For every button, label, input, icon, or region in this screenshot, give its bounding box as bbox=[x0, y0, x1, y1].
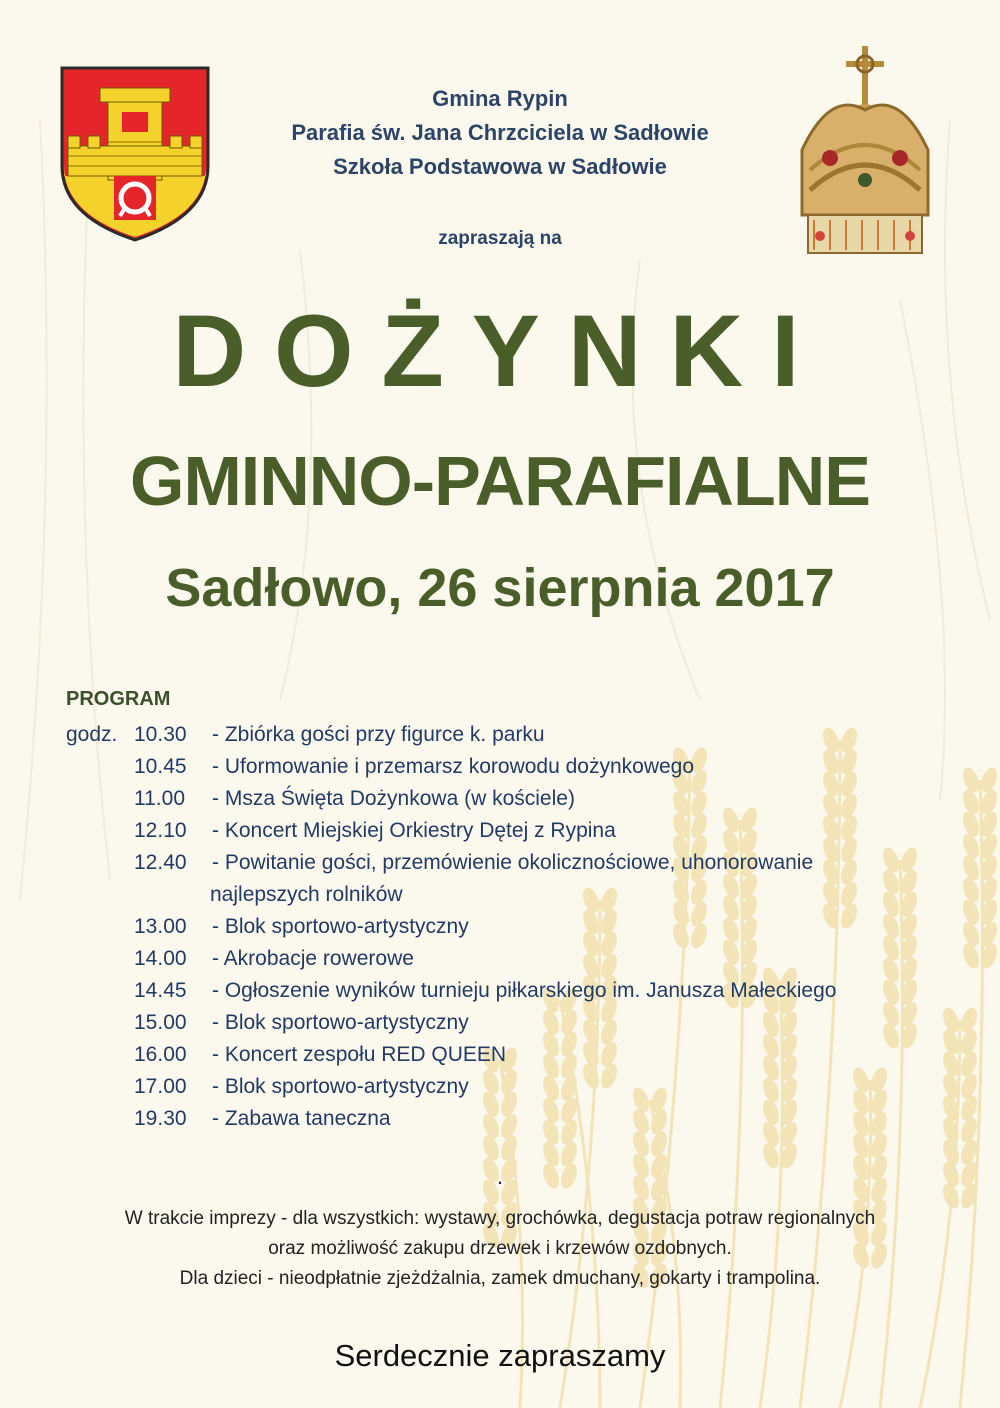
schedule-text: - Blok sportowo-artystyczny bbox=[212, 1011, 469, 1034]
schedule-text-continuation: najlepszych rolników bbox=[210, 883, 403, 906]
wheat-grain bbox=[480, 1067, 502, 1096]
schedule-row bbox=[66, 1039, 506, 1071]
wheat-grain bbox=[760, 1097, 782, 1126]
wheat-grain bbox=[580, 1039, 602, 1068]
wheat-grain bbox=[688, 921, 710, 950]
schedule-time: 13.00 bbox=[134, 915, 187, 938]
wheat-grain bbox=[480, 1133, 502, 1162]
schedule-row bbox=[66, 719, 545, 751]
subtitle: GMINNO-PARAFIALNE bbox=[130, 442, 870, 520]
schedule-row bbox=[66, 847, 813, 911]
wheat-grain bbox=[960, 765, 982, 794]
hour-prefix: godz. bbox=[66, 723, 118, 746]
schedule-time: 10.30 bbox=[134, 723, 187, 746]
wheat-grain bbox=[960, 831, 982, 860]
wheat-grain bbox=[960, 875, 982, 904]
schedule-text: - Akrobacje rowerowe bbox=[212, 947, 414, 970]
schedule-time: 12.40 bbox=[134, 851, 187, 874]
schedule-row bbox=[66, 943, 414, 975]
wheat-grain bbox=[498, 1133, 520, 1162]
wheat-grain bbox=[720, 915, 742, 944]
main-title: DOŻYNKI bbox=[172, 294, 828, 408]
closing-text: Serdecznie zapraszamy bbox=[334, 1338, 666, 1373]
wheat-grain bbox=[838, 901, 860, 930]
wheat-grain bbox=[880, 999, 902, 1028]
wheat-grain bbox=[838, 813, 860, 842]
wheat-grain bbox=[838, 835, 860, 864]
wheat-grain bbox=[880, 845, 902, 874]
wheat-grain bbox=[580, 1061, 602, 1090]
schedule-row bbox=[66, 1007, 469, 1039]
wheat-grain bbox=[480, 1111, 502, 1140]
wheat-grain bbox=[540, 1029, 562, 1058]
wheat-grain bbox=[540, 1073, 562, 1102]
separator-dot: . bbox=[496, 1164, 504, 1189]
organizers bbox=[0, 82, 1000, 184]
schedule-time: 12.10 bbox=[134, 819, 187, 842]
wheat-grain bbox=[598, 1061, 620, 1090]
wheat-grain bbox=[760, 1119, 782, 1148]
info-line: Dla dzieci - nieodpłatnie zjeżdżalnia, zamek dmuchany, gokarty i trampolina. bbox=[179, 1268, 821, 1289]
schedule-time: 11.00 bbox=[134, 787, 185, 810]
wheat-grain bbox=[480, 1089, 502, 1118]
schedule-time: 15.00 bbox=[134, 1011, 187, 1034]
wheat-grain bbox=[688, 789, 710, 818]
wheat-grain bbox=[880, 911, 902, 940]
wheat-grain bbox=[960, 809, 982, 838]
wheat-grain bbox=[958, 1049, 980, 1078]
wheat-grain bbox=[498, 1089, 520, 1118]
schedule-text: - Uformowanie i przemarsz korowodu dożynkowego bbox=[212, 755, 695, 778]
wheat-grain bbox=[880, 977, 902, 1006]
organizer-line: Parafia św. Jana Chrzciciela w Sadłowie bbox=[291, 120, 709, 145]
additional-info bbox=[0, 1204, 1000, 1294]
wheat-grain bbox=[558, 1051, 580, 1080]
wheat-grain bbox=[760, 1031, 782, 1060]
wheat-grain bbox=[498, 1111, 520, 1140]
schedule-time: 10.45 bbox=[134, 755, 187, 778]
wheat-grain bbox=[670, 921, 692, 950]
wheat-grain bbox=[540, 1007, 562, 1036]
wheat-grain bbox=[960, 787, 982, 816]
schedule-time: 14.45 bbox=[134, 979, 187, 1002]
schedule-time: 14.00 bbox=[134, 947, 187, 970]
wheat-grain bbox=[630, 1129, 652, 1158]
schedule-text: - Ogłoszenie wyników turnieju piłkarskiego im. Janusza Małeckiego bbox=[212, 979, 837, 1002]
wheat-grain bbox=[598, 1017, 620, 1046]
wheat-grain bbox=[720, 805, 742, 834]
wheat-grain bbox=[850, 1065, 872, 1094]
schedule-text: - Powitanie gości, przemówienie okolicznościowe, uhonorowanie bbox=[212, 851, 814, 874]
info-line: oraz możliwość zakupu drzewek i krzewów ozdobnych. bbox=[268, 1238, 732, 1259]
wheat-grain bbox=[958, 1093, 980, 1122]
wheat-grain bbox=[760, 1075, 782, 1104]
wheat-grain bbox=[558, 1117, 580, 1146]
schedule-text: - Blok sportowo-artystyczny bbox=[212, 1075, 469, 1098]
schedule-text: - Blok sportowo-artystyczny bbox=[212, 915, 469, 938]
wheat-grain bbox=[630, 1107, 652, 1136]
schedule-row bbox=[66, 815, 616, 847]
wheat-grain bbox=[630, 1085, 652, 1114]
wheat-grain bbox=[880, 867, 902, 896]
wheat-grain bbox=[850, 1087, 872, 1116]
schedule-time: 16.00 bbox=[134, 1043, 187, 1066]
info-line: W trakcie imprezy - dla wszystkich: wystawy, grochówka, degustacja potraw regionalnych bbox=[124, 1208, 876, 1229]
wheat-grain bbox=[540, 1051, 562, 1080]
wheat-grain bbox=[648, 1129, 670, 1158]
schedule-text: - Koncert zespołu RED QUEEN bbox=[212, 1043, 507, 1066]
wheat-grain bbox=[958, 1071, 980, 1100]
program-heading: PROGRAM bbox=[66, 688, 171, 710]
schedule-row bbox=[66, 975, 836, 1007]
wheat-grain bbox=[540, 1117, 562, 1146]
wheat-grain bbox=[850, 1109, 872, 1138]
schedule-row bbox=[66, 1071, 469, 1103]
wheat-grain bbox=[838, 791, 860, 820]
schedule-text: - Zbiórka gości przy figurce k. parku bbox=[212, 723, 545, 746]
wheat-grain bbox=[960, 897, 982, 926]
schedule-row bbox=[66, 911, 469, 943]
schedule-row bbox=[66, 751, 694, 783]
schedule-time: 19.30 bbox=[134, 1107, 187, 1130]
wheat-grain bbox=[558, 1029, 580, 1058]
wheat-grain bbox=[760, 1009, 782, 1038]
organizer-line: Gmina Rypin bbox=[432, 86, 568, 111]
wheat-grain bbox=[838, 857, 860, 886]
wheat-grain bbox=[960, 919, 982, 948]
wheat-grain bbox=[960, 941, 982, 970]
wheat-grain bbox=[540, 1095, 562, 1124]
wheat-grain bbox=[760, 1053, 782, 1082]
schedule-row bbox=[66, 783, 575, 815]
wheat-grain bbox=[598, 1039, 620, 1068]
schedule-time: 17.00 bbox=[134, 1075, 187, 1098]
wheat-grain bbox=[958, 1115, 980, 1144]
event-date-place: Sadłowo, 26 sierpnia 2017 bbox=[165, 558, 835, 618]
wheat-grain bbox=[880, 889, 902, 918]
wheat-grain bbox=[940, 1137, 962, 1166]
schedule-text: - Zabawa taneczna bbox=[212, 1107, 391, 1130]
schedule-text: - Msza Święta Dożynkowa (w kościele) bbox=[212, 787, 575, 810]
organizer-line: Szkoła Podstawowa w Sadłowie bbox=[333, 154, 667, 179]
wheat-grain bbox=[880, 1021, 902, 1050]
schedule-text: - Koncert Miejskiej Orkiestry Dętej z Rypina bbox=[212, 819, 616, 842]
wheat-grain bbox=[880, 955, 902, 984]
wheat-grain bbox=[960, 853, 982, 882]
invite-text: zapraszają na bbox=[438, 228, 562, 249]
wheat-grain bbox=[880, 933, 902, 962]
wheat-grain bbox=[720, 937, 742, 966]
wheat-grain bbox=[688, 811, 710, 840]
schedule-row bbox=[66, 1103, 391, 1135]
wheat-grain bbox=[838, 879, 860, 908]
